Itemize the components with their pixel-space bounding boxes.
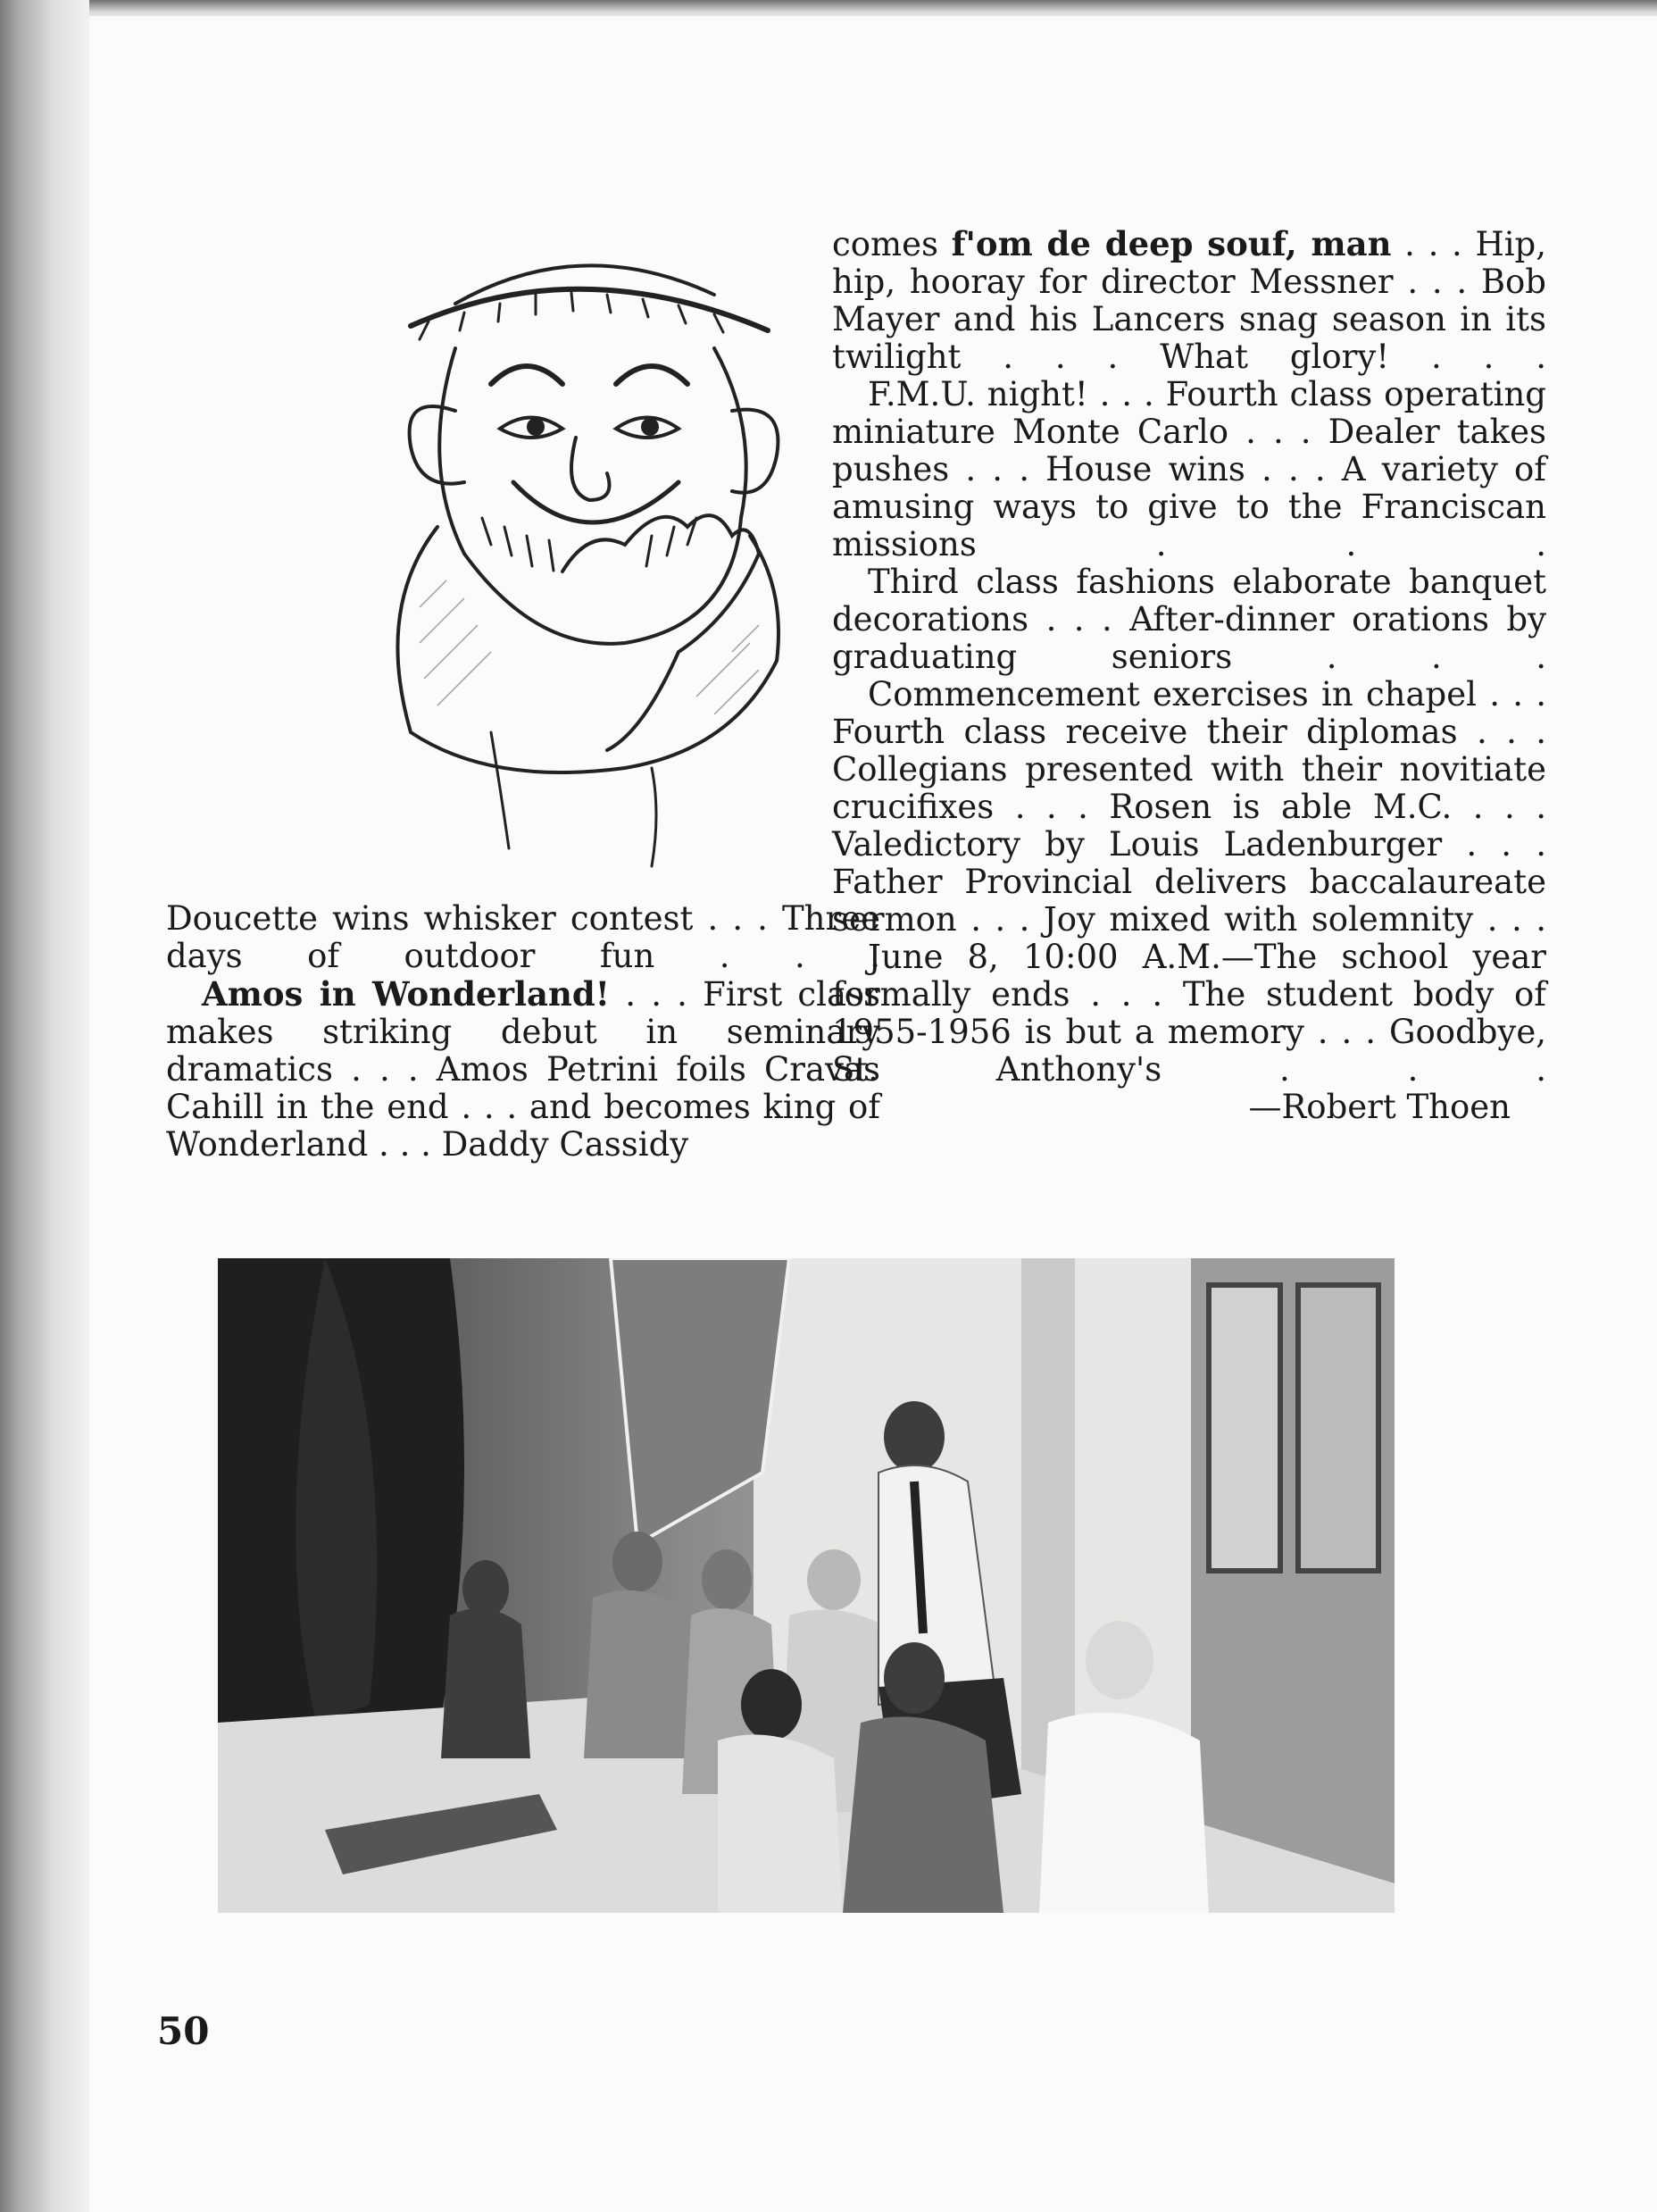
robe [397, 527, 779, 772]
nose [571, 438, 610, 500]
right-paragraph-1 [832, 225, 1546, 376]
cartoon-illustration [357, 232, 804, 875]
left-paragraph-2-text: . . . First class makes striking debut in seminary dramatics . . . Amos Petrini foils Cravas Cahill in the end . . . and becomes king of Wonderland . . . Daddy Cassidy [166, 975, 880, 1164]
scan-edge-left [0, 0, 89, 2212]
right-paragraph-3: Third class fashions elaborate banquet decorations . . . After-dinner orations by graduating seniors . . . [832, 563, 1546, 676]
right-ear [732, 410, 778, 493]
left-text-column [166, 900, 880, 1164]
smile [513, 482, 679, 522]
play-title: Amos in Wonderland! [202, 974, 611, 1014]
author-signature: —Robert Thoen [1248, 1088, 1511, 1126]
page-number: 50 [157, 2009, 210, 2053]
dialect-phrase: f'om de deep souf, man [951, 224, 1392, 263]
right-text-column [832, 225, 1546, 1126]
right-paragraph-4: Commencement exercises in chapel . . . Fourth class receive their diplomas . . . Collegians presented with their novitiate crucifixes . . . Rosen is able M.C. . . . Valedictory by Louis Ladenburger . . . Father Provincial delivers baccalaureate sermon . . . Joy mixed with solemnity . . . [832, 675, 1546, 939]
left-paragraph-1: Doucette wins whisker contest . . . Three days of outdoor fun . . . [166, 899, 880, 975]
face-outline [439, 348, 745, 644]
right-paragraph-1-start: comes [832, 225, 952, 263]
right-paragraph-5: June 8, 10:00 A.M.—The school year formally ends . . . The student body of 1955-1956 is but a memory . . . Goodbye, St. Anthony's . . . [832, 938, 1546, 1089]
left-ear [410, 406, 464, 484]
right-paragraph-2: F.M.U. night! . . . Fourth class operating miniature Monte Carlo . . . Dealer takes pushes . . . House wins . . . A variety of amusing ways to give to the Franciscan missions . . . [832, 375, 1546, 563]
group-photograph [218, 1258, 1395, 1913]
left-paragraph-2 [166, 975, 880, 1164]
right-paragraph-1-text: . . . Hip, hip, hooray for director Messner . . . Bob Mayer and his Lancers snag season in its twilight . . . What glory! . . . [832, 225, 1547, 376]
